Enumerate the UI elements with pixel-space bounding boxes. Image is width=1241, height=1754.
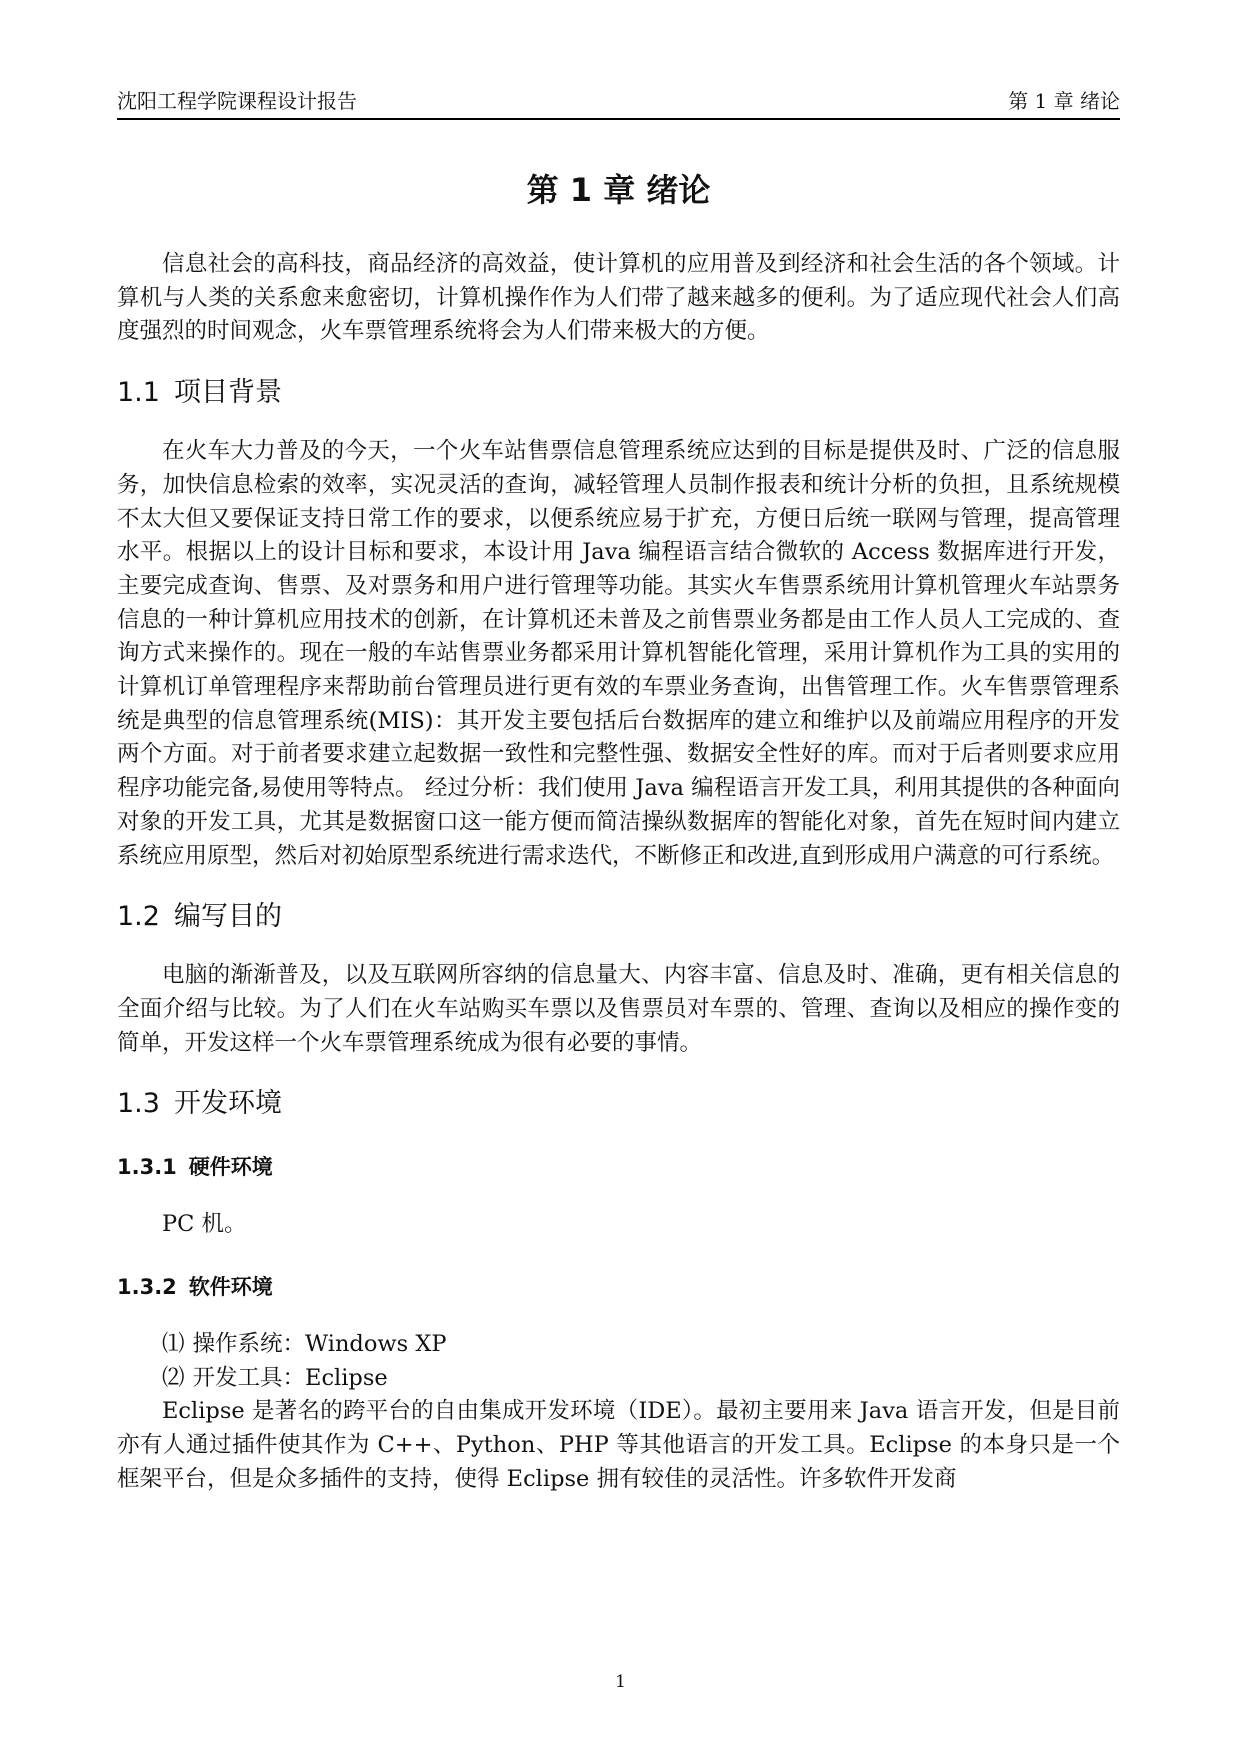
section-heading-1-3 [117, 1086, 1120, 1122]
list-item-text: 开发工具：Eclipse [192, 1364, 388, 1391]
subsection-heading-1-3-2 [117, 1272, 1120, 1302]
section-number: 1.1 [117, 377, 160, 409]
section-1-2-paragraph: 电脑的渐渐普及，以及互联网所容纳的信息量大、内容丰富、信息及时、准确，更有相关信息的全面介绍与比较。为了人们在火车站购买车票以及售票员对车票的、管理、查询以及相应的操作变的简单，开发这样一个火车票管理系统成为很有必要的事情。 [117, 962, 1120, 1056]
section-heading-1-2 [117, 899, 1120, 935]
chapter-title: 第 1 章 绪论 [526, 171, 711, 209]
eclipse-paragraph: Eclipse 是著名的跨平台的自由集成开发环境（IDE）。最初主要用来 Java 语言开发，但是目前亦有人通过插件使其作为 C++、Python、PHP 等其他语言的开发工具。Eclipse 的本身只是一个框架平台，但是众多插件的支持，使得 Eclipse 拥有较佳的灵活性。许多软件开发商 [117, 1398, 1120, 1492]
hardware-paragraph: PC 机。 [162, 1211, 247, 1238]
subsection-title: 软件环境 [188, 1275, 273, 1300]
section-number: 1.2 [117, 901, 160, 933]
header-chapter: 第 1 章 绪论 [1008, 89, 1120, 113]
header-school-report: 沈阳工程学院课程设计报告 [117, 89, 357, 113]
subsection-title: 硬件环境 [188, 1155, 273, 1180]
list-item-os [117, 1328, 1120, 1362]
page-number: 1 [615, 1672, 626, 1692]
subsection-heading-1-3-1 [117, 1152, 1120, 1182]
section-1-1-paragraph: 在火车大力普及的今天，一个火车站售票信息管理系统应达到的目标是提供及时、广泛的信息服务，加快信息检索的效率，实况灵活的查询，减轻管理人员制作报表和统计分析的负担，且系统规模不太大但又要保证支持日常工作的要求，以便系统应易于扩充，方便日后统一联网与管理，提高管理水平。根据以上的设计目标和要求，本设计用 Java 编程语言结合微软的 Access 数据库进行开发，主要完成查询、售票、及对票务和用户进行管理等功能。其实火车售票系统用计算机管理火车站票务信息的一种计算机应用技术的创新，在计算机还未普及之前售票业务都是由工作人员人工完成的、查询方式来操作的。现在一般的车站售票业务都采用计算机智能化管理，采用计算机作为工具的实用的计算机订单管理程序来帮助前台管理员进行更有效的车票业务查询，出售管理工作。火车售票管理系统是典型的信息管理系统(MIS)：其开发主要包括后台数据库的建立和维护以及前端应用程序的开发两个方面。对于前者要求建立起数据一致性和完整性强、数据安全性好的库。而对于后者则要求应用程序功能完备,易使用等特点。 经过分析：我们使用 Java 编程语言开发工具，利用其提供的各种面向对象的开发工具，尤其是数据窗口这一能方便而简洁操纵数据库的智能化对象，首先在短时间内建立系统应用原型，然后对初始原型系统进行需求迭代，不断修正和改进,直到形成用户满意的可行系统。 [117, 438, 1120, 869]
section-title: 项目背景 [173, 377, 282, 409]
intro-paragraph: 信息社会的高科技，商品经济的高效益，使计算机的应用普及到经济和社会生活的各个领域。计算机与人类的关系愈来愈密切，计算机操作作为人们带了越来越多的便利。为了适应现代社会人们高度强烈的时间观念，火车票管理系统将会为人们带来极大的方便。 [117, 251, 1120, 345]
list-marker: ⑵ [162, 1364, 185, 1391]
subsection-number: 1.3.1 [117, 1155, 177, 1180]
running-header [117, 86, 1120, 120]
list-item-text: 操作系统：Windows XP [192, 1331, 447, 1358]
section-number: 1.3 [117, 1088, 160, 1120]
list-item-tool [117, 1362, 1120, 1396]
list-marker: ⑴ [162, 1331, 185, 1358]
section-heading-1-1 [117, 375, 1120, 411]
section-title: 开发环境 [173, 1088, 282, 1120]
section-title: 编写目的 [173, 901, 282, 933]
subsection-number: 1.3.2 [117, 1275, 177, 1300]
page-content [117, 160, 1120, 1497]
